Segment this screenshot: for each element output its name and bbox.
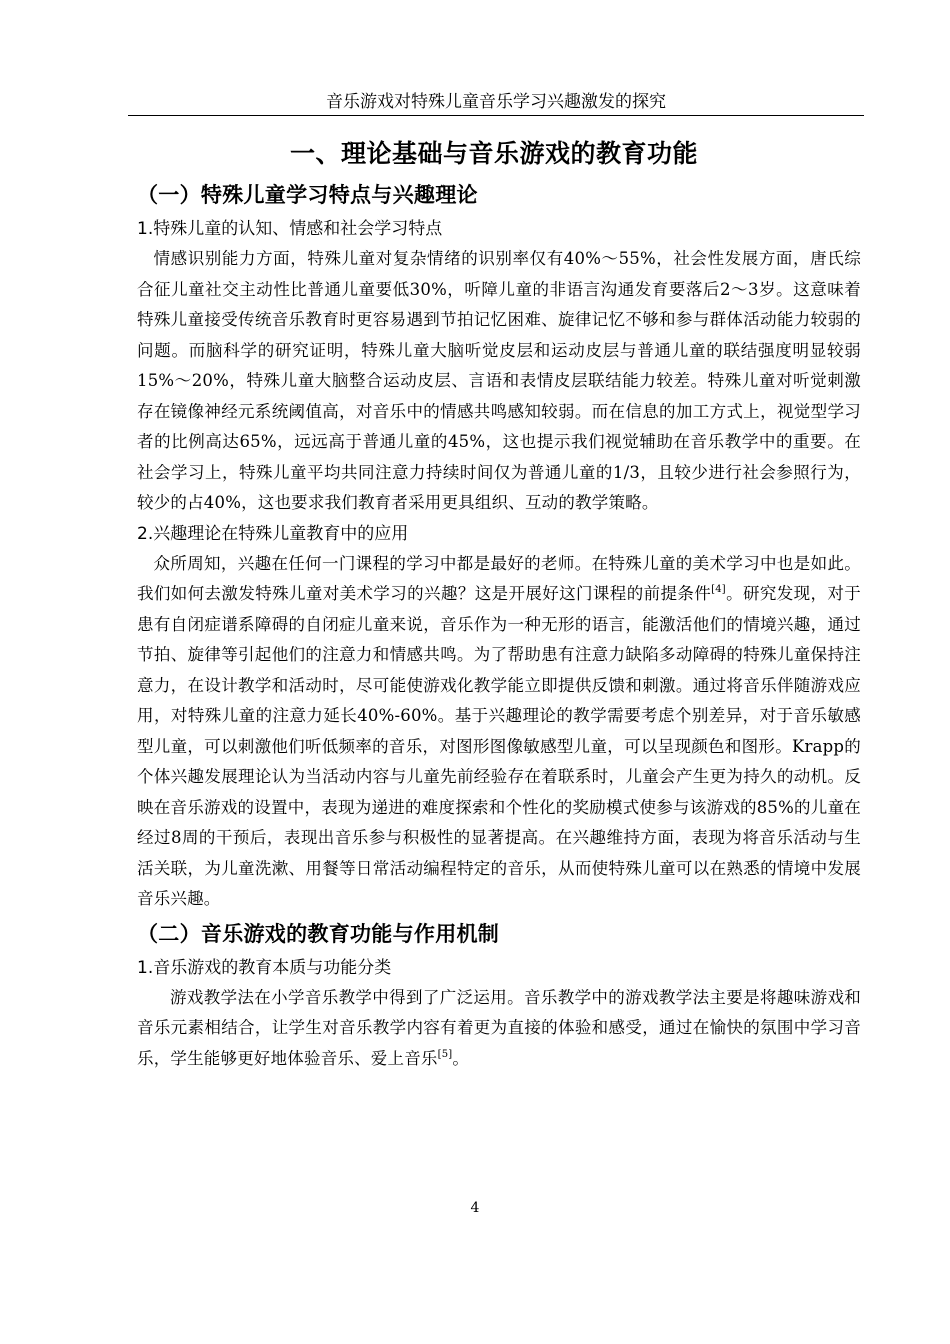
paragraph-music-game-nature <box>137 983 861 1075</box>
paragraph-interest-theory <box>137 549 861 915</box>
paragraph-text-part-a: 游戏教学法在小学音乐教学中得到了广泛运用。音乐教学中的游戏教学法主要是将趣味游戏和音乐元素相结合，让学生对音乐教学内容有着更为直接的体验和感受，通过在愉快的氛围中学习音乐，学生能够更好地体验音乐、爱上音乐 <box>137 987 861 1068</box>
page-content <box>137 132 861 1074</box>
page-number: 4 <box>470 1200 480 1216</box>
subsection-heading-1-2: 2.兴趣理论在特殊儿童教育中的应用 <box>137 523 409 544</box>
running-head: 音乐游戏对特殊儿童音乐学习兴趣激发的探究 <box>326 92 666 112</box>
paragraph-learning-characteristics: 情感识别能力方面，特殊儿童对复杂情绪的识别率仅有40%～55%，社会性发展方面，唐氏综合征儿童社交主动性比普通儿童要低30%，听障儿童的非语言沟通发育要落后2～3岁。这意味着特殊儿童接受传统音乐教育时更容易遇到节拍记忆困难、旋律记忆不够和参与群体活动能力较弱的问题。而脑科学的研究证明，特殊儿童大脑听觉皮层和运动皮层与普通儿童的联结强度明显较弱15%～20%，特殊儿童大脑整合运动皮层、言语和表情皮层联结能力较差。特殊儿童对听觉刺激存在镜像神经元系统阈值高，对音乐中的情感共鸣感知较弱。而在信息的加工方式上，视觉型学习者的比例高达65%，远远高于普通儿童的45%，这也提示我们视觉辅助在音乐教学中的重要。在社会学习上，特殊儿童平均共同注意力持续时间仅为普通儿童的1/3，且较少进行社会参照行为，较少的占40%，这也要求我们教育者采用更具组织、互动的教学策略。 <box>137 249 861 512</box>
chapter-title: 一、理论基础与音乐游戏的教育功能 <box>289 139 698 168</box>
subsection-heading-1-1: 1.特殊儿童的认知、情感和社会学习特点 <box>137 219 443 239</box>
paragraph-text-part-a: 众所周知，兴趣在任何一门课程的学习中都是最好的老师。在特殊儿童的美术学习中也是如此。我们如何去激发特殊儿童对美术学习的兴趣？这是开展好这门课程的前提条件 <box>137 553 861 603</box>
paragraph-text-part-b: 。 <box>452 1048 470 1068</box>
section-heading-2: （二）音乐游戏的教育功能与作用机制 <box>137 921 500 946</box>
subsection-heading-2-1: 1.音乐游戏的教育本质与功能分类 <box>137 957 392 978</box>
header-rule <box>128 115 864 116</box>
citation-5: [5] <box>437 1048 453 1060</box>
paragraph-text-part-b: 。研究发现，对于患有自闭症谱系障碍的自闭症儿童来说，音乐作为一种无形的语言，能激活他们的情境兴趣，通过节拍、旋律等引起他们的注意力和情感共鸣。为了帮助患有注意力缺陷多动障碍的特殊儿童保持注意力，在设计教学和活动时，尽可能使游戏化教学能立即提供反馈和刺激。通过将音乐伴随游戏应用，对特殊儿童的注意力延长40%-60%。基于兴趣理论的教学需要考虑个别差异，对于音乐敏感型儿童，可以刺激他们听低频率的音乐，对图形图像敏感型儿童，可以呈现颜色和图形。Krapp的个体兴趣发展理论认为当活动内容与儿童先前经验存在着联系时，儿童会产生更为持久的动机。反映在音乐游戏的设置中，表现为递进的难度探索和个性化的奖励模式使参与该游戏的85%的儿童在经过8周的干预后，表现出音乐参与积极性的显著提高。在兴趣维持方面，表现为将音乐活动与生活关联，为儿童洗漱、用餐等日常活动编程特定的音乐，从而使特殊儿童可以在熟悉的情境中发展音乐兴趣。 <box>137 584 861 908</box>
section-heading-1: （一）特殊儿童学习特点与兴趣理论 <box>137 183 478 207</box>
citation-4: [4] <box>711 584 726 595</box>
